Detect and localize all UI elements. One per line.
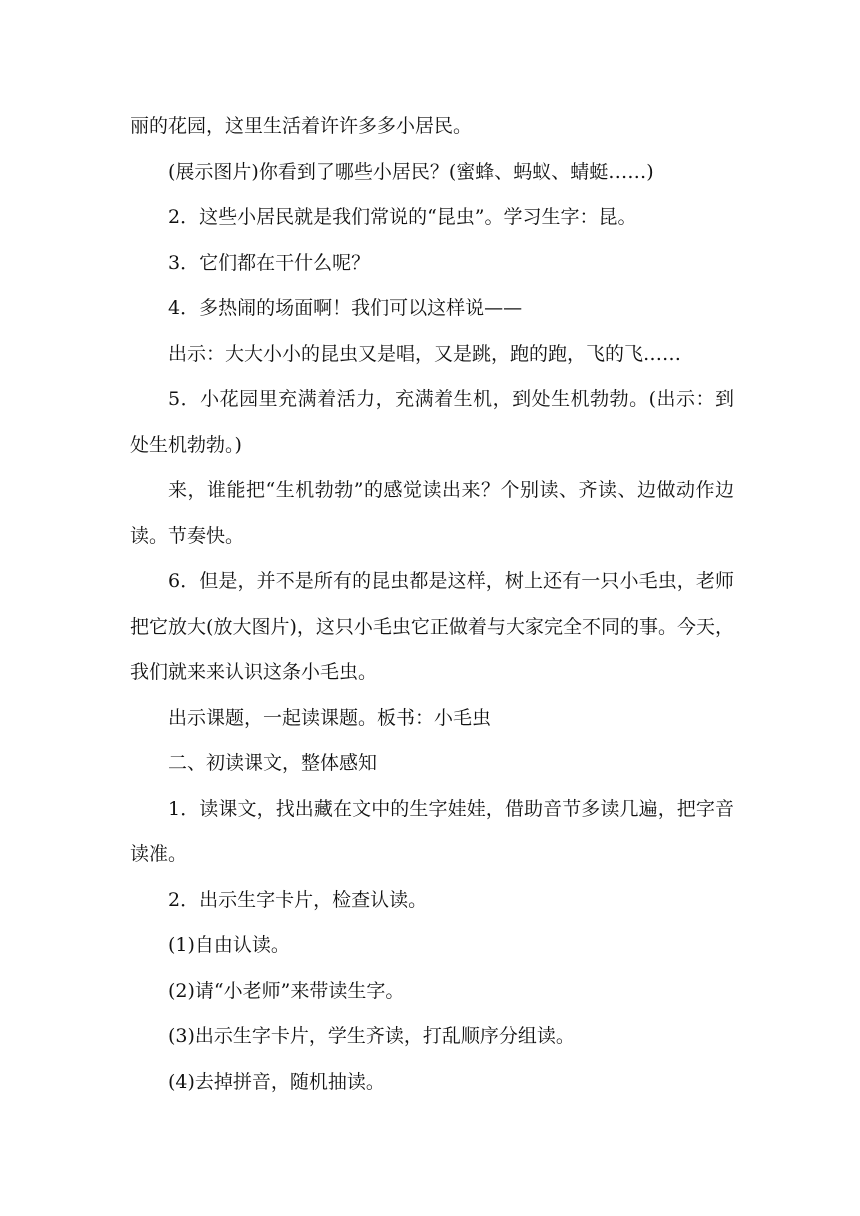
paragraph-read-aloud: 来，谁能把“生机勃勃”的感觉读出来？个别读、齐读、边做动作边读。节奏快。: [130, 479, 734, 547]
paragraph-section2-step-1: 1．读课文，找出藏在文中的生字娃娃，借助音节多读几遍，把字音读准。: [130, 797, 734, 865]
paragraph-substep-1: (1)自由认读。: [168, 934, 290, 956]
paragraph-step-5: 5．小花园里充满着活力，充满着生机，到处生机勃勃。(出示：到处生机勃勃。): [130, 388, 734, 456]
section-heading-2: 二、初读课文，整体感知: [168, 752, 378, 774]
document-page: [130, 104, 734, 1105]
paragraph-step-3: 3．它们都在干什么呢？: [168, 251, 371, 274]
paragraph-lesson-title: 出示课题，一起读课题。板书：小毛虫: [168, 706, 492, 729]
paragraph-substep-3: (3)出示生字卡片，学生齐读，打乱顺序分组读。: [168, 1025, 575, 1047]
paragraph-substep-4: (4)去掉拼音，随机抽读。: [168, 1070, 385, 1093]
paragraph-substep-2: (2)请“小老师”来带读生字。: [168, 979, 405, 1002]
paragraph-step-6: 6．但是，并不是所有的昆虫都是这样，树上还有一只小毛虫，老师把它放大(放大图片)，这只小毛虫它正做着与大家完全不同的事。今天，我们就来来认识这条小毛虫。: [130, 570, 734, 683]
paragraph-step-2: 2．这些小居民就是我们常说的“昆虫”。学习生字：昆。: [168, 206, 637, 228]
paragraph-section2-step-2: 2．出示生字卡片，检查认读。: [168, 888, 428, 911]
paragraph-show-text: 出示：大大小小的昆虫又是唱，又是跳，跑的跑，飞的飞……: [168, 342, 682, 365]
paragraph-step-4: 4．多热闹的场面啊！我们可以这样说——: [168, 297, 523, 319]
paragraph-continuation: 丽的花园，这里生活着许许多多小居民。: [130, 115, 473, 137]
paragraph-show-picture: (展示图片)你看到了哪些小居民？(蜜蜂、蚂蚁、蜻蜓……): [168, 160, 654, 183]
